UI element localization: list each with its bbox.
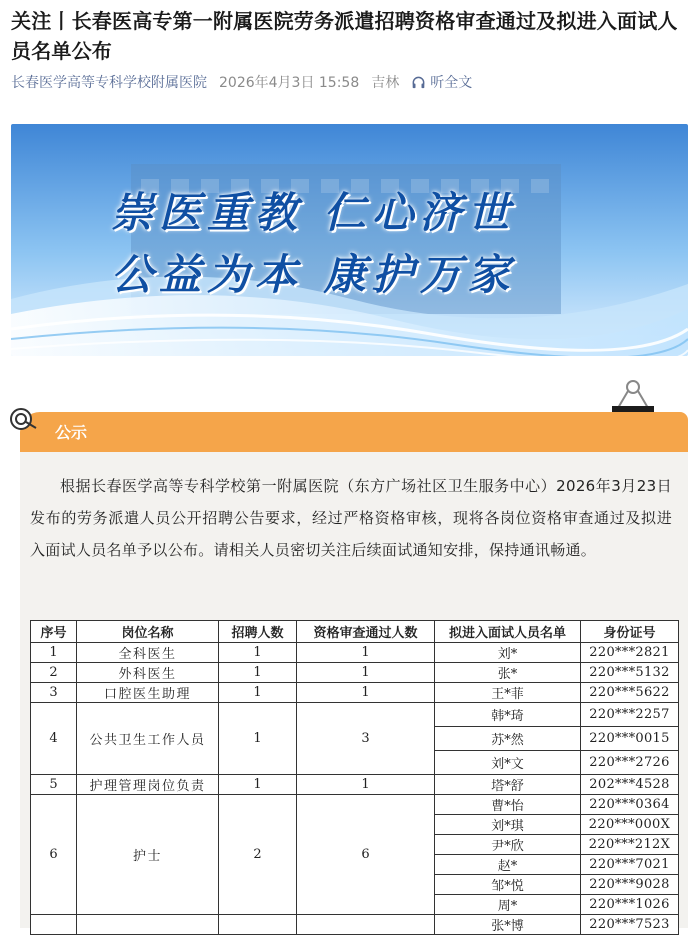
table-row [31, 683, 679, 703]
article-source-link[interactable]: 长春医学高等专科学校附属医院 [11, 75, 207, 91]
cell-position [77, 915, 219, 935]
cell-interviewee-name: 赵* [435, 855, 581, 875]
cell-position: 外科医生 [77, 663, 219, 683]
cell-id-number: 220***9028 [581, 875, 679, 895]
cell-position: 全科医生 [77, 643, 219, 663]
cell-interviewee-name: 刘*琪 [435, 815, 581, 835]
table-row [31, 703, 679, 727]
cell-passed [297, 915, 435, 935]
cell-id-number: 220***5132 [581, 663, 679, 683]
cell-interviewee-name: 王*菲 [435, 683, 581, 703]
article-date: 2026年4月3日 15:58 [219, 75, 360, 91]
header-passed: 资格审查通过人数 [297, 621, 435, 643]
cell-interviewee-name: 邹*悦 [435, 875, 581, 895]
article-meta [11, 70, 691, 94]
cell-no: 2 [31, 663, 77, 683]
cell-interviewee-name: 尹*欣 [435, 835, 581, 855]
table-row [31, 663, 679, 683]
cell-no: 1 [31, 643, 77, 663]
cell-no [31, 915, 77, 935]
banner-slogan-line2: 公益为本 康护万家 [111, 250, 516, 299]
listen-label: 听全文 [430, 75, 473, 91]
header-interviewees: 拟进入面试人员名单 [435, 621, 581, 643]
table-row [31, 775, 679, 795]
cell-no: 5 [31, 775, 77, 795]
cell-position: 护理管理岗位负责 [77, 775, 219, 795]
listen-full-text-button[interactable] [411, 72, 472, 92]
header-no: 序号 [31, 621, 77, 643]
cell-id-number: 220***5622 [581, 683, 679, 703]
cell-quota [219, 915, 297, 935]
table-body [31, 643, 679, 935]
banner-background [11, 124, 688, 356]
notice-paragraph: 根据长春医学高等专科学校第一附属医院（东方广场社区卫生服务中心）2026年3月23日发布的劳务派遣人员公开招聘公告要求，经过严格资格审核，现将各岗位资格审查通过及拟进入面试人员名单予以公布。请相关人员密切关注后续面试通知安排，保持通讯畅通。 [30, 477, 672, 559]
cell-interviewee-name: 张*博 [435, 915, 581, 935]
table-row [31, 643, 679, 663]
article-location: 吉林 [371, 75, 400, 91]
cell-no: 3 [31, 683, 77, 703]
cell-interviewee-name: 张* [435, 663, 581, 683]
cell-passed: 1 [297, 683, 435, 703]
cell-id-number: 220***1026 [581, 895, 679, 915]
cell-id-number: 220***2257 [581, 703, 679, 727]
cell-position: 公共卫生工作人员 [77, 703, 219, 775]
cell-quota: 1 [219, 683, 297, 703]
cell-passed: 1 [297, 643, 435, 663]
table-row [31, 915, 679, 935]
cell-no: 4 [31, 703, 77, 775]
cell-quota: 1 [219, 663, 297, 683]
cell-quota: 1 [219, 703, 297, 775]
cell-quota: 2 [219, 795, 297, 915]
cell-interviewee-name: 塔*舒 [435, 775, 581, 795]
banner-slogan-line1: 崇医重教 仁心济世 [111, 188, 516, 237]
cell-id-number: 220***212X [581, 835, 679, 855]
cell-id-number: 220***0015 [581, 727, 679, 751]
cell-id-number: 220***7021 [581, 855, 679, 875]
headphones-icon [411, 75, 426, 90]
cell-passed: 1 [297, 775, 435, 795]
notice-header-bar [20, 412, 688, 452]
cell-interviewee-name: 周* [435, 895, 581, 915]
cell-interviewee-name: 刘* [435, 643, 581, 663]
cell-id-number: 220***000X [581, 815, 679, 835]
cell-interviewee-name: 曹*怡 [435, 795, 581, 815]
cell-id-number: 220***2726 [581, 751, 679, 775]
cell-id-number: 220***2821 [581, 643, 679, 663]
notice-label: 公示 [55, 423, 88, 442]
table-row [31, 795, 679, 815]
cell-interviewee-name: 刘*文 [435, 751, 581, 775]
cell-position: 口腔医生助理 [77, 683, 219, 703]
candidate-table-wrapper [30, 620, 678, 935]
header-position: 岗位名称 [77, 621, 219, 643]
cell-passed: 6 [297, 795, 435, 915]
cell-interviewee-name: 苏*然 [435, 727, 581, 751]
cell-id-number: 220***7523 [581, 915, 679, 935]
candidate-table [30, 620, 679, 935]
hospital-banner [11, 124, 688, 356]
cell-id-number: 202***4528 [581, 775, 679, 795]
header-id-number: 身份证号 [581, 621, 679, 643]
table-header-row [31, 621, 679, 643]
cell-interviewee-name: 韩*琦 [435, 703, 581, 727]
cell-passed: 1 [297, 663, 435, 683]
header-quota: 招聘人数 [219, 621, 297, 643]
cell-no: 6 [31, 795, 77, 915]
cell-position: 护士 [77, 795, 219, 915]
cell-passed: 3 [297, 703, 435, 775]
article-title: 关注丨长春医高专第一附属医院劳务派遣招聘资格审查通过及拟进入面试人员名单公布 [11, 9, 678, 63]
cell-id-number: 220***0364 [581, 795, 679, 815]
pin-icon [8, 406, 38, 436]
cell-quota: 1 [219, 775, 297, 795]
cell-quota: 1 [219, 643, 297, 663]
